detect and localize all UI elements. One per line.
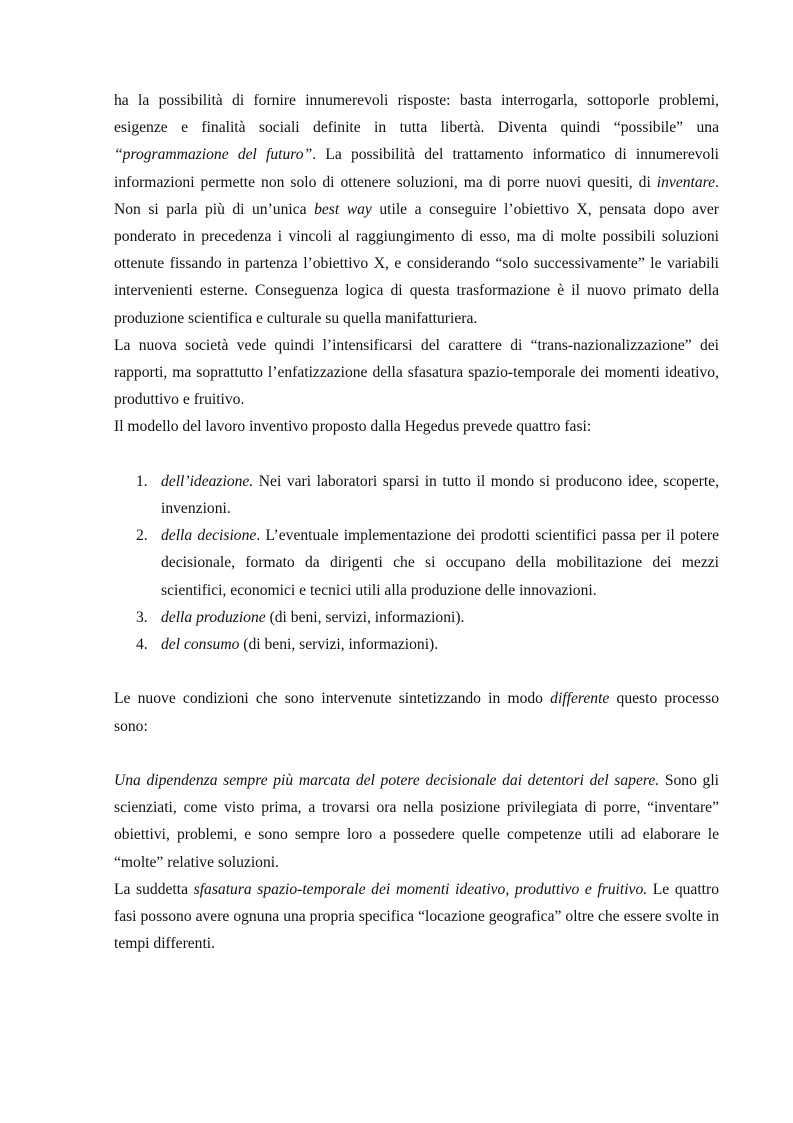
phase-title: della produzione xyxy=(161,608,266,626)
phase-title: dell’ideazione. xyxy=(161,472,254,490)
phase-title: del consumo xyxy=(161,636,240,654)
phases-list xyxy=(114,468,719,658)
body-paragraph: Le nuove condizioni che sono intervenute sintetizzando in modo differente questo processo sono: xyxy=(114,690,719,735)
italic-word: differente xyxy=(550,690,610,708)
list-number: 3. xyxy=(136,608,148,626)
list-number: 4. xyxy=(136,636,148,654)
body-paragraph: ha la possibilità di fornire innumerevoli risposte: basta interrogarla, sottoporle problemi, esigenze e finalità sociali definite in tutta libertà. Diventa quindi “possibile” una “programmazione del futuro”. La possibilità del trattamento informatico di innumerevoli informazioni permette non solo di ottenere soluzioni, ma di porre nuovi quesiti, di inventare. Non si parla più di un’unica best way utile a conseguire l’obiettivo X, pensata dopo aver ponderato in precedenza i vincoli al raggiungimento di esso, ma di molte possibili soluzioni ottenute fissando in partenza l’obiettivo X, e considerando “solo successivamente” le variabili intervenienti esterne. Conseguenza logica di questa trasformazione è il nuovo primato della produzione scientifica e culturale su quella manifatturiera. xyxy=(114,92,719,327)
phase-title: della decisione xyxy=(161,527,257,545)
italic-phrase: “programmazione del futuro” xyxy=(114,146,313,164)
italic-phrase: best way xyxy=(314,200,372,218)
list-item: 3. della produzione (di beni, servizi, informazioni). xyxy=(114,604,719,631)
italic-word: inventare xyxy=(656,173,716,191)
body-paragraph: Una dipendenza sempre più marcata del potere decisionale dai detentori del sapere. Sono gli scienziati, come visto prima, a trovarsi ora nella posizione privilegiata di porre, “inventare” obiettivi, problemi, e sono sempre loro a possedere quelle competenze utili ad elaborare le “molte” relative soluzioni. xyxy=(114,772,719,871)
body-paragraph: Il modello del lavoro inventivo proposto dalla Hegedus prevede quattro fasi: xyxy=(114,418,592,436)
list-number: 1. xyxy=(136,472,148,490)
list-item: 2. della decisione. L’eventuale implementazione dei prodotti scientifici passa per il potere decisionale, formato da dirigenti che si occupano della mobilitazione dei mezzi scientifici, economici e tecnici utili alla produzione delle innovazioni. xyxy=(114,522,719,604)
italic-phrase: sfasatura spazio-temporale dei momenti ideativo, produttivo e fruitivo. xyxy=(193,880,648,898)
list-item: 4. del consumo (di beni, servizi, informazioni). xyxy=(114,631,719,658)
body-paragraph: La nuova società vede quindi l’intensificarsi del carattere di “trans-nazionalizzazione” dei rapporti, ma soprattutto l’enfatizzazione della sfasatura spazio-temporale dei momenti ideativo, produttivo e fruitivo. xyxy=(114,336,719,409)
body-paragraph: La suddetta sfasatura spazio-temporale dei momenti ideativo, produttivo e fruitivo. Le quattro fasi possono avere ognuna una propria specifica “locazione geografica” oltre che essere svolte in tempi differenti. xyxy=(114,880,719,953)
list-item: 1. dell’ideazione. Nei vari laboratori sparsi in tutto il mondo si producono idee, scoperte, invenzioni. xyxy=(114,468,719,522)
list-number: 2. xyxy=(136,527,148,545)
italic-heading: Una dipendenza sempre più marcata del potere decisionale dai detentori del sapere. xyxy=(114,772,660,790)
document-page xyxy=(114,87,719,957)
